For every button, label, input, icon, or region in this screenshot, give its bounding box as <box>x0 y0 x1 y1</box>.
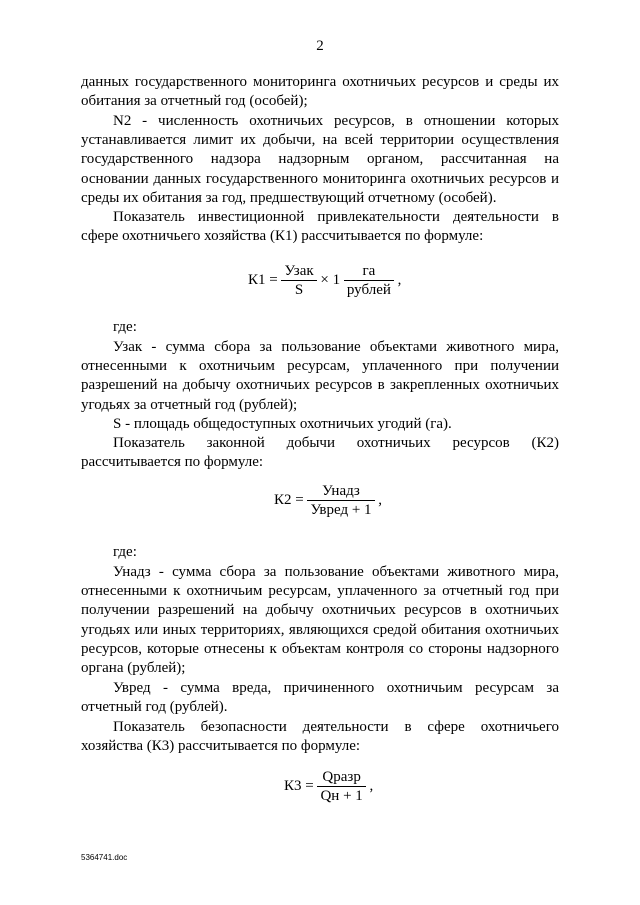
formula-k1-tail: , <box>397 271 402 288</box>
paragraph-uzak-definition: Узак - сумма сбора за пользование объектами животного мира, отнесенными к охотничьим ресурсам, уплаченного при получении разрешений на добычу охотничьих ресурсов в закрепленных охотничьих угодьях за отчетный год (рублей); <box>81 339 559 413</box>
formula-k3-numerator: Qразр <box>317 768 365 787</box>
formula-k1 <box>248 262 401 299</box>
formula-k1-unit <box>344 262 394 299</box>
formula-k3-fraction <box>317 768 365 805</box>
paragraph-k3-intro: Показатель безопасности деятельности в сфере охотничьего хозяйства (К3) рассчитывается по формуле: <box>81 719 559 755</box>
label-where-2: где: <box>113 544 137 560</box>
formula-k2-denominator: Увред + 1 <box>310 502 372 518</box>
paragraph-uvred-definition: Увред - сумма вреда, причиненного охотничьим ресурсам за отчетный год (рублей). <box>81 680 559 716</box>
formula-k1-times: × 1 <box>320 271 341 288</box>
formula-k3-denominator: Qн + 1 <box>320 788 363 804</box>
formula-k2-numerator: Унадз <box>307 482 374 501</box>
formula-k3-lhs: К3 = <box>284 777 314 794</box>
paragraph-k2-intro: Показатель законной добычи охотничьих ресурсов (К2) рассчитывается по формуле: <box>81 435 559 471</box>
formula-k1-lhs: К1 = <box>248 271 278 288</box>
formula-k1-fraction <box>281 262 316 299</box>
label-where-1: где: <box>113 319 137 335</box>
formula-k2 <box>274 482 382 519</box>
file-name-footer: 5364741.doc <box>81 853 128 862</box>
paragraph-n2-definition: N2 - численность охотничьих ресурсов, в отношении которых устанавливается лимит их добычи, на всей территории осуществления государственного надзора надзорным органом, рассчитанная на основании данных государственного мониторинга охотничьих ресурсов и среды их обитания за год, предшествующий отчетному (особей). <box>81 113 559 206</box>
formula-k1-unit-den: рублей <box>346 282 391 298</box>
formula-k2-fraction <box>307 482 374 519</box>
formula-k3-tail: , <box>369 777 374 794</box>
formula-k3 <box>284 768 373 805</box>
formula-k1-unit-num: га <box>344 262 394 281</box>
formula-k1-numerator: Узак <box>281 262 316 281</box>
formula-k1-denominator: S <box>294 282 304 298</box>
paragraph-s-definition: S - площадь общедоступных охотничьих угодий (га). <box>113 416 452 432</box>
paragraph-unadz-definition: Унадз - сумма сбора за пользование объектами животного мира, отнесенными к охотничьим ресурсам, уплаченного за отчетный год при получении разрешений на добычу охотничьих ресурсов в охотничьих угодьях или иных территориях, являющихся средой обитания охотничьих ресурсов, которые отнесены к объектам контроля со стороны надзорного органа (рублей); <box>81 564 559 677</box>
page-number: 2 <box>316 38 324 54</box>
paragraph-continuation: данных государственного мониторинга охотничьих ресурсов и среды их обитания за отчетный год (особей); <box>81 74 559 110</box>
formula-k2-tail: , <box>378 491 383 508</box>
paragraph-k1-intro: Показатель инвестиционной привлекательности деятельности в сфере охотничьего хозяйства (К1) рассчитывается по формуле: <box>81 209 559 245</box>
formula-k2-lhs: К2 = <box>274 491 304 508</box>
